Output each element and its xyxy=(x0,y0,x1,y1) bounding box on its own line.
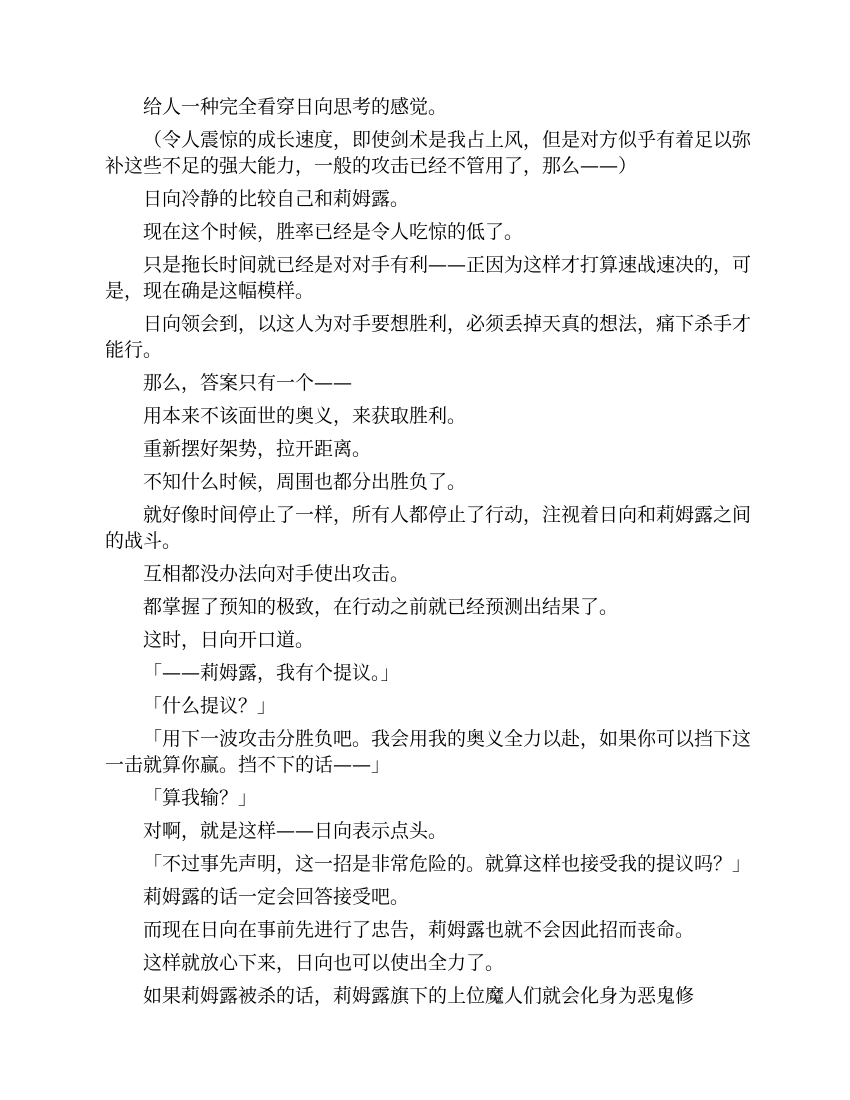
paragraph: 日向冷静的比较自己和莉姆露。 xyxy=(143,188,410,210)
paragraph: 如果莉姆露被杀的话，莉姆露旗下的上位魔人们就会化身为恶鬼修 xyxy=(143,985,695,1007)
paragraph: 不知什么时候，周围也都分出胜负了。 xyxy=(143,471,467,493)
paragraph: 只是拖长时间就已经是对对手有利——正因为这样才打算速战速决的，可是，现在确是这幅模样。 xyxy=(105,254,752,302)
paragraph: 现在这个时候，胜率已经是令人吃惊的低了。 xyxy=(143,221,524,243)
paragraph: 互相都没办法向对手使出攻击。 xyxy=(143,563,410,585)
paragraph: 这时，日向开口道。 xyxy=(143,629,315,651)
paragraph: 对啊，就是这样——日向表示点头。 xyxy=(143,820,448,842)
paragraph: 都掌握了预知的极致，在行动之前就已经预测出结果了。 xyxy=(143,596,619,618)
paragraph: 日向领会到，以这人为对手要想胜利，必须丢掉天真的想法，痛下杀手才能行。 xyxy=(105,313,752,361)
paragraph: 莉姆露的话一定会回答接受吧。 xyxy=(143,886,410,908)
paragraph: 重新摆好架势，拉开距离。 xyxy=(143,438,372,460)
body-text xyxy=(105,94,755,1016)
paragraph: （令人震惊的成长速度，即使剑术是我占上风，但是对方似乎有着足以弥补这些不足的强大能力，一般的攻击已经不管用了，那么——） xyxy=(105,129,752,177)
paragraph: 「——莉姆露，我有个提议。」 xyxy=(143,662,400,684)
paragraph: 而现在日向在事前先进行了忠告，莉姆露也就不会因此招而丧命。 xyxy=(143,919,695,941)
paragraph: 「不过事先声明，这一招是非常危险的。就算这样也接受我的提议吗？」 xyxy=(143,853,752,875)
paragraph: 那么，答案只有一个—— xyxy=(143,372,353,394)
paragraph: 给人一种完全看穿日向思考的感觉。 xyxy=(143,96,448,118)
paragraph: 这样就放心下来，日向也可以使出全力了。 xyxy=(143,952,505,974)
paragraph: 「算我输？」 xyxy=(143,787,258,809)
paragraph: 「什么提议？」 xyxy=(143,695,277,717)
paragraph: 就好像时间停止了一样，所有人都停止了行动，注视着日向和莉姆露之间的战斗。 xyxy=(105,504,752,552)
paragraph: 用本来不该面世的奥义，来获取胜利。 xyxy=(143,405,467,427)
paragraph: 「用下一波攻击分胜负吧。我会用我的奥义全力以赴，如果你可以挡下这一击就算你赢。挡不下的话——」 xyxy=(105,728,752,776)
